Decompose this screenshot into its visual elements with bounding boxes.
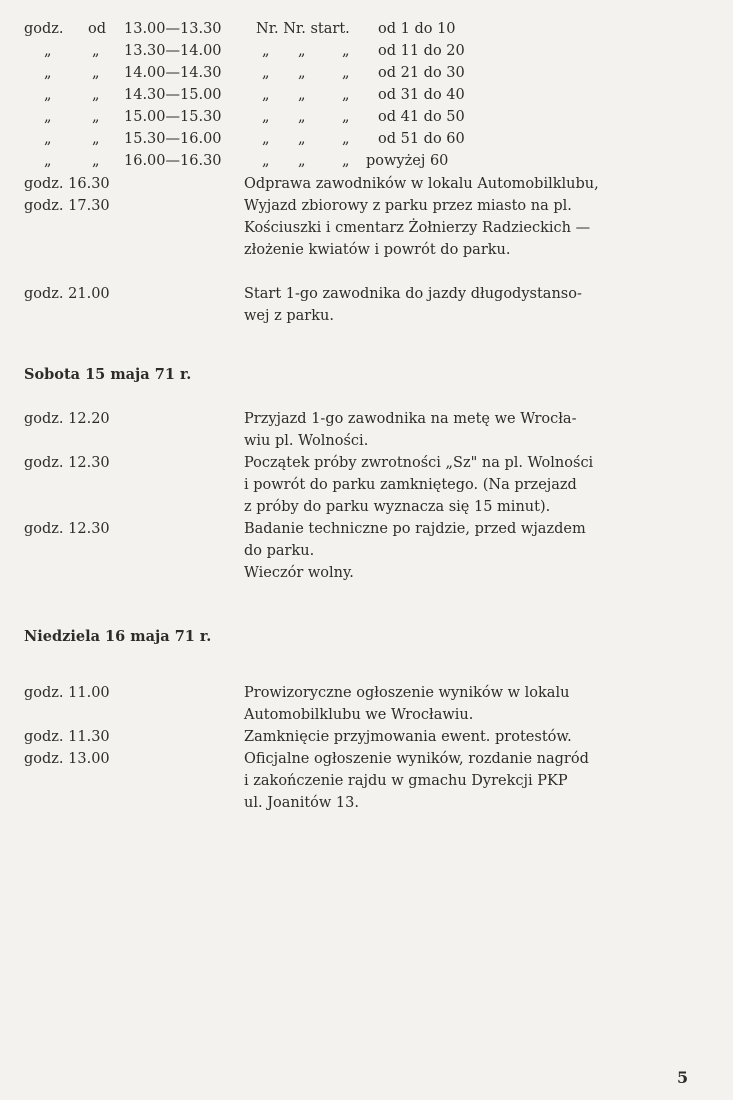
row-label-godz: „ (44, 131, 52, 147)
event-time: godz. 13.00 (24, 751, 110, 767)
event-line: Oficjalne ogłoszenie wyników, rozdanie nagród (244, 751, 589, 767)
event-description (244, 748, 694, 814)
time-range: 15.30—16.00 (124, 131, 222, 147)
event-time: godz. 11.00 (24, 685, 110, 701)
ditto-mark: „ (298, 131, 306, 147)
time-range: 13.00—13.30 (124, 21, 222, 37)
event-line: Wyjazd zbiorowy z parku przez miasto na pl. (244, 198, 572, 214)
event-line: Prowizoryczne ogłoszenie wyników w lokalu (244, 685, 570, 701)
event-description (244, 195, 694, 261)
time-range: 16.00—16.30 (124, 153, 222, 169)
event-line: Kościuszki i cmentarz Żołnierzy Radzieckich — (244, 220, 591, 236)
start-number-range: od 31 do 40 (378, 87, 465, 103)
event-line: złożenie kwiatów i powrót do parku. (244, 242, 511, 258)
row-label-od: „ (92, 43, 100, 59)
time-range: 14.00—14.30 (124, 65, 222, 81)
event-line: wej z parku. (244, 308, 334, 324)
start-number-range: od 11 do 20 (378, 43, 465, 59)
event-line: Badanie techniczne po rajdzie, przed wjazdem (244, 521, 586, 537)
row-label-od: od (88, 21, 107, 37)
row-label-godz: godz. (24, 21, 64, 37)
row-label-od: „ (92, 87, 100, 103)
event-time: godz. 12.30 (24, 521, 110, 537)
start-label: „ (262, 109, 270, 125)
event-time: godz. 21.00 (24, 286, 110, 302)
row-label-od: „ (92, 65, 100, 81)
event-description (244, 682, 694, 726)
event-time: godz. 11.30 (24, 729, 110, 745)
event-description (244, 173, 694, 195)
event-line: Start 1-go zawodnika do jazdy długodystanso- (244, 286, 582, 302)
time-range: 15.00—15.30 (124, 109, 222, 125)
day-heading-saturday: Sobota 15 maja 71 r. (24, 366, 192, 383)
start-label: „ (262, 87, 270, 103)
event-description (244, 283, 694, 327)
event-line: do parku. (244, 543, 315, 559)
row-label-godz: „ (44, 65, 52, 81)
event-line: Automobilklubu we Wrocławiu. (244, 707, 474, 723)
event-line: ul. Joanitów 13. (244, 795, 359, 811)
event-line: z próby do parku wyznacza się 15 minut). (244, 499, 551, 515)
ditto-mark: „ (298, 109, 306, 125)
start-label: „ (262, 153, 270, 169)
ditto-mark: „ (342, 87, 350, 103)
ditto-mark: „ (298, 43, 306, 59)
page-number: 5 (677, 1068, 689, 1087)
event-line: i powrót do parku zamkniętego. (Na przejazd (244, 477, 577, 493)
event-time: godz. 16.30 (24, 176, 110, 192)
ditto-mark: „ (342, 65, 350, 81)
event-line: Wieczór wolny. (244, 565, 354, 581)
start-label: „ (262, 43, 270, 59)
ditto-mark: „ (342, 153, 350, 169)
event-line: wiu pl. Wolności. (244, 433, 369, 449)
day-heading-sunday: Niedziela 16 maja 71 r. (24, 628, 212, 645)
ditto-mark: „ (342, 131, 350, 147)
ditto-mark: „ (298, 153, 306, 169)
event-line: Odprawa zawodników w lokalu Automobilklubu, (244, 176, 599, 192)
row-label-godz: „ (44, 109, 52, 125)
ditto-mark: „ (298, 87, 306, 103)
start-number-range: powyżej 60 (366, 153, 449, 169)
event-line: i zakończenie rajdu w gmachu Dyrekcji PKP (244, 773, 568, 789)
row-label-od: „ (92, 153, 100, 169)
event-description (244, 518, 694, 584)
ditto-mark: „ (342, 109, 350, 125)
event-time: godz. 17.30 (24, 198, 110, 214)
start-label: „ (262, 65, 270, 81)
event-time: godz. 12.30 (24, 455, 110, 471)
event-time: godz. 12.20 (24, 411, 110, 427)
time-range: 13.30—14.00 (124, 43, 222, 59)
row-label-od: „ (92, 131, 100, 147)
start-label: Nr. Nr. start. (256, 21, 350, 37)
start-number-range: od 21 do 30 (378, 65, 465, 81)
start-number-range: od 51 do 60 (378, 131, 465, 147)
time-range: 14.30—15.00 (124, 87, 222, 103)
event-description (244, 408, 694, 452)
row-label-godz: „ (44, 43, 52, 59)
ditto-mark: „ (342, 43, 350, 59)
row-label-od: „ (92, 109, 100, 125)
row-label-godz: „ (44, 153, 52, 169)
start-number-range: od 41 do 50 (378, 109, 465, 125)
event-line: Początek próby zwrotności „Sz" na pl. Wolności (244, 455, 594, 471)
start-number-range: od 1 do 10 (378, 21, 456, 37)
event-line: Zamknięcie przyjmowania ewent. protestów. (244, 729, 572, 745)
start-label: „ (262, 131, 270, 147)
event-description (244, 452, 694, 518)
ditto-mark: „ (298, 65, 306, 81)
row-label-godz: „ (44, 87, 52, 103)
event-description (244, 726, 694, 748)
event-line: Przyjazd 1-go zawodnika na metę we Wrocła- (244, 411, 577, 427)
